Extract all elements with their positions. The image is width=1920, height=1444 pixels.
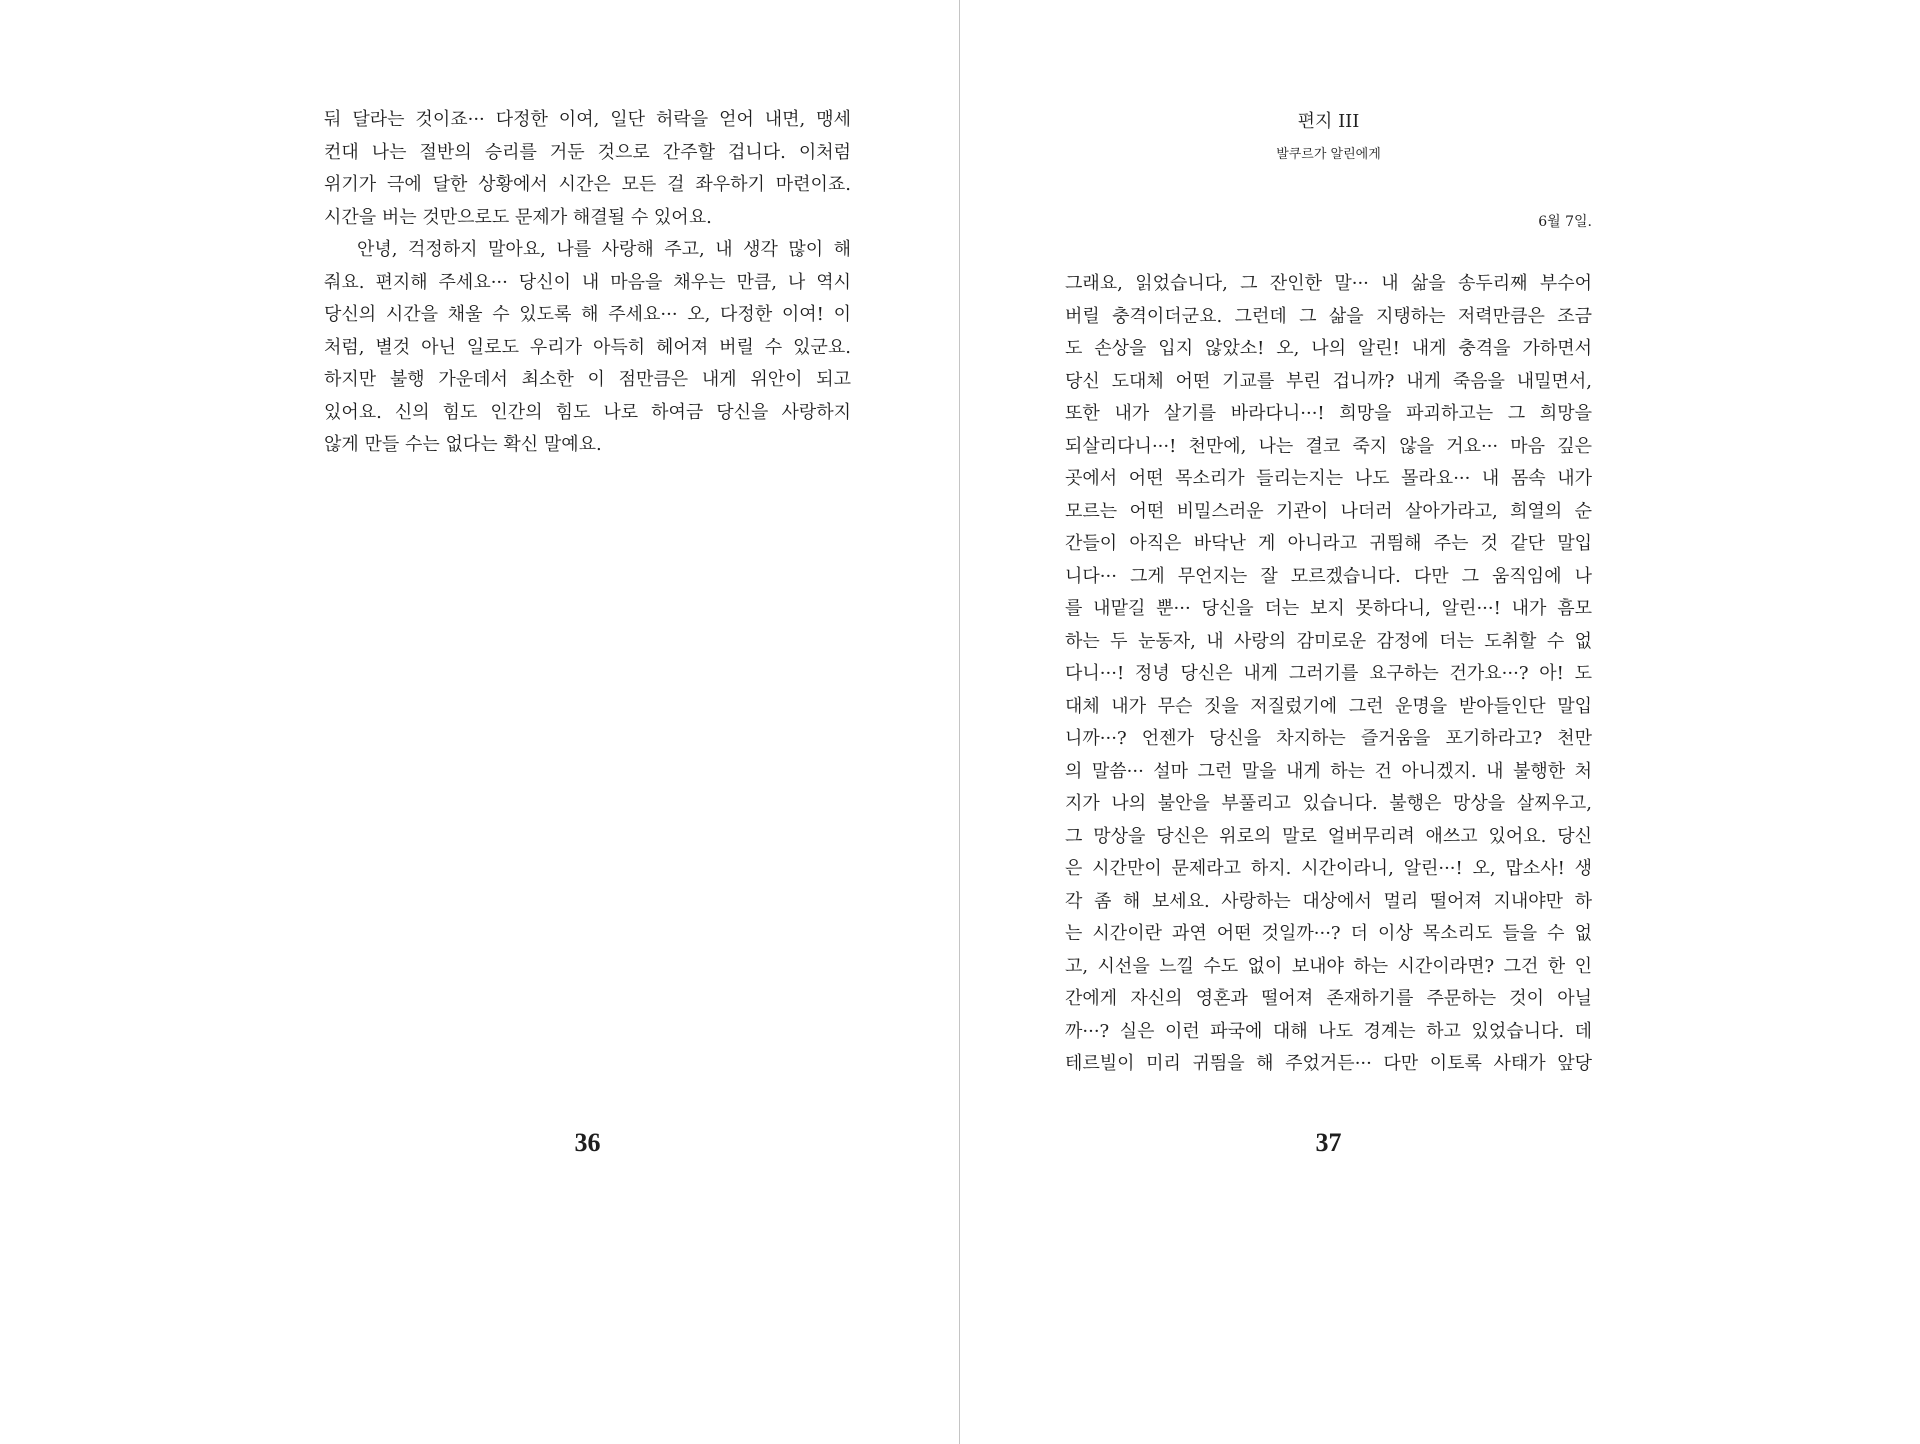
text-line: 위기가 극에 달한 상황에서 시간은 모든 걸 좌우하기 마련이죠. [324, 174, 851, 195]
text-line: 되살리다니···! 천만에, 나는 결코 죽지 않을 거요··· 마음 깊은 [1065, 435, 1592, 457]
letter-subheading: 발쿠르가 알린에게 [1276, 147, 1381, 162]
text-line: 모르는 어떤 비밀스러운 기관이 나더러 살아가라고, 희열의 순 [1065, 500, 1592, 522]
text-line: 당신의 시간을 채울 수 있도록 해 주세요··· 오, 다정한 이여! 이 [324, 304, 851, 325]
text-line: 안녕, 걱정하지 말아요, 나를 사랑해 주고, 내 생각 많이 해 [357, 239, 851, 260]
text-line: 처럼, 별것 아닌 일로도 우리가 아득히 헤어져 버릴 수 있군요. [324, 336, 851, 358]
letter-date: 6월 7일. [1538, 214, 1592, 230]
text-line: 간에게 자신의 영혼과 떨어져 존재하기를 주문하는 것이 아닐 [1065, 988, 1592, 1009]
text-line: 대체 내가 무슨 짓을 저질렀기에 그런 운명을 받아들인단 말입 [1065, 695, 1592, 717]
text-line: 니다··· 그게 무언지는 잘 모르겠습니다. 다만 그 움직임에 나 [1065, 565, 1592, 587]
text-line: 그래요, 읽었습니다, 그 잔인한 말··· 내 삶을 송두리째 부수어 [1065, 273, 1592, 294]
text-line: 지가 나의 불안을 부풀리고 있습니다. 불행은 망상을 살찌우고, [1065, 793, 1592, 814]
text-line: 않게 만들 수는 없다는 확신 말예요. [324, 434, 602, 455]
text-line: 컨대 나는 절반의 승리를 거둔 것으로 간주할 겁니다. 이처럼 [324, 141, 851, 163]
text-line: 은 시간만이 문제라고 하지. 시간이라니, 알린···! 오, 맙소사! 생 [1065, 858, 1592, 879]
text-line: 의 말씀··· 설마 그런 말을 내게 하는 건 아니겠지. 내 불행한 처 [1065, 760, 1592, 782]
letter-heading: 편지 III [1297, 111, 1360, 132]
text-line: 도 손상을 입지 않았소! 오, 나의 알린! 내게 충격을 가하면서 [1065, 338, 1592, 359]
text-line: 그 망상을 당신은 위로의 말로 얼버무리려 애쓰고 있어요. 당신 [1065, 825, 1592, 847]
text-line: 둬 달라는 것이죠··· 다정한 이여, 일단 허락을 얻어 내면, 맹세 [324, 109, 851, 130]
left-page [0, 0, 959, 1444]
right-page [960, 0, 1920, 1444]
page-number: 37 [1315, 1128, 1342, 1157]
page-number: 36 [574, 1128, 601, 1157]
text-line: 시간을 버는 것만으로도 문제가 해결될 수 있어요. [324, 206, 712, 228]
text-line: 는 시간이란 과연 어떤 것일까···? 더 이상 목소리도 들을 수 없 [1065, 923, 1592, 944]
text-line: 당신 도대체 어떤 기교를 부린 겁니까? 내게 죽음을 내밀면서, [1065, 370, 1592, 392]
text-line: 다니···! 정녕 당신은 내게 그러기를 요구하는 건가요···? 아! 도 [1065, 663, 1592, 684]
text-line: 또한 내가 살기를 바라다니···! 희망을 파괴하고는 그 희망을 [1065, 403, 1592, 424]
text-line: 니까···? 언젠가 당신을 차지하는 즐거움을 포기하라고? 천만 [1065, 728, 1592, 749]
text-line: 버릴 충격이더군요. 그런데 그 삶을 지탱하는 저력만큼은 조금 [1065, 305, 1592, 327]
text-line: 고, 시선을 느낄 수도 없이 보내야 하는 시간이라면? 그건 한 인 [1065, 955, 1592, 977]
text-line: 하는 두 눈동자, 내 사랑의 감미로운 감정에 더는 도취할 수 없 [1065, 630, 1592, 652]
text-line: 를 내맡길 뿐··· 당신을 더는 보지 못하다니, 알린···! 내가 흠모 [1065, 598, 1592, 619]
text-line: 까···? 실은 이런 파국에 대해 나도 경계는 하고 있었습니다. 데 [1065, 1020, 1592, 1042]
text-line: 간들이 아직은 바닥난 게 아니라고 귀띔해 주는 것 같단 말입 [1065, 533, 1592, 554]
text-line: 테르빌이 미리 귀띔을 해 주었거든··· 다만 이토록 사태가 앞당 [1065, 1053, 1592, 1074]
right-page-text [1065, 268, 1592, 1081]
text-line: 하지만 불행 가운데서 최소한 이 점만큼은 내게 위안이 되고 [324, 369, 851, 390]
text-line: 각 좀 해 보세요. 사랑하는 대상에서 멀리 떨어져 지내야만 하 [1065, 890, 1592, 912]
text-line: 곳에서 어떤 목소리가 들리는지는 나도 몰라요··· 내 몸속 내가 [1065, 468, 1592, 489]
left-page-text [324, 104, 851, 462]
text-line: 있어요. 신의 힘도 인간의 힘도 나로 하여금 당신을 사랑하지 [324, 401, 851, 423]
text-line: 줘요. 편지해 주세요··· 당신이 내 마음을 채우는 만큼, 나 역시 [324, 271, 851, 293]
